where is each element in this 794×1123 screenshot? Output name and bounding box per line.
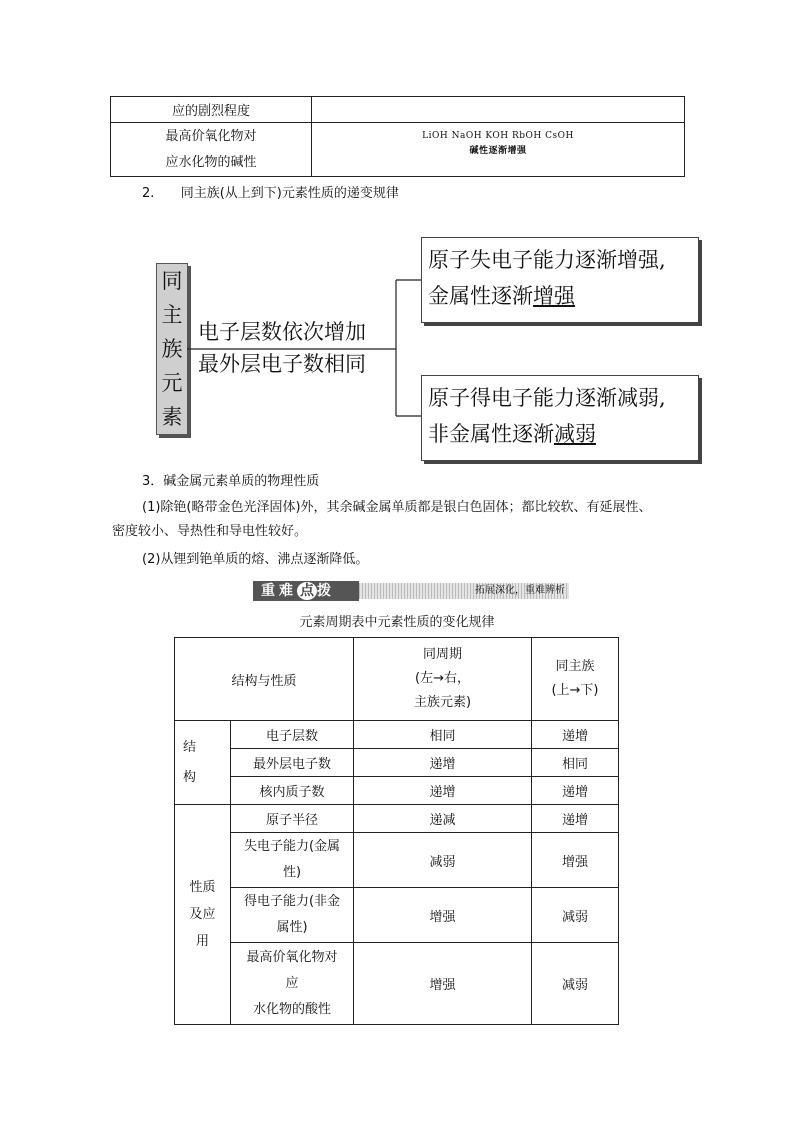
group-structure: 结 构: [175, 721, 231, 805]
group-properties: 性质 及应 用: [175, 805, 231, 1025]
section3-para2: (2)从锂到铯单质的熔、沸点逐渐降低。: [142, 552, 369, 567]
lower-property-box: 原子得电子能力逐渐减弱, 非金属性逐渐减弱: [421, 375, 699, 461]
basicity-note: 碱性逐渐增强: [469, 146, 527, 156]
header-same-period: 同周期 (左→右， 主族元素): [354, 638, 532, 721]
periodic-trends-table: [174, 637, 619, 1025]
diagram-center-text: 电子层数依次增加 最外层电子数相同: [198, 320, 366, 376]
table-row: 性质 及应 用 原子半径 递减 递增: [175, 805, 619, 833]
banner-subtitle: 拓展深化，重难辨析: [475, 585, 565, 596]
lower-blank-answer: 减弱: [554, 422, 596, 446]
section3-heading: 3．碱金属元素单质的物理性质: [142, 474, 320, 489]
top-row2-label: 最高价氧化物对 应水化物的碱性: [111, 123, 312, 177]
table-row: 结 构 电子层数 相同 递增: [175, 721, 619, 749]
section3-para1: (1)除铯(略带金色光泽固体)外，其余碱金属单质都是银白色固体；都比较软、有延展性、 密度较小、导热性和导电性较好。: [112, 500, 652, 539]
alkali-hydroxide-formulas: LiOH NaOH KOH RbOH CsOH: [422, 131, 574, 141]
key-points-banner: 重难 点 拨 拓展深化，重难辨析: [253, 581, 569, 601]
table-row: 失电子能力(金属 性) 减弱 增强: [175, 833, 619, 888]
table-header-row: [175, 638, 619, 721]
section2-heading: 2. 同主族(从上到下)元素性质的递变规律: [142, 186, 399, 201]
table-title: 元素周期表中元素性质的变化规律: [299, 615, 495, 630]
table-row: 最高价氧化物对 应 水化物的酸性 增强 减弱: [175, 943, 619, 1025]
banner-dot: 点: [297, 582, 317, 600]
group-element-label-box: 同 主 族 元 素: [156, 263, 188, 435]
table-row: 得电子能力(非金 属性) 增强 减弱: [175, 888, 619, 943]
header-same-group: 同主族 (上→下): [532, 638, 619, 721]
upper-property-box: 原子失电子能力逐渐增强, 金属性逐渐增强: [421, 237, 699, 323]
table-row: 最外层电子数 递增 相同: [175, 749, 619, 777]
table-row: 核内质子数 递增 递增: [175, 777, 619, 805]
header-structure-property: 结构与性质: [175, 638, 354, 721]
top-row1-label: 应的剧烈程度: [111, 97, 312, 123]
upper-blank-answer: 增强: [533, 284, 575, 308]
